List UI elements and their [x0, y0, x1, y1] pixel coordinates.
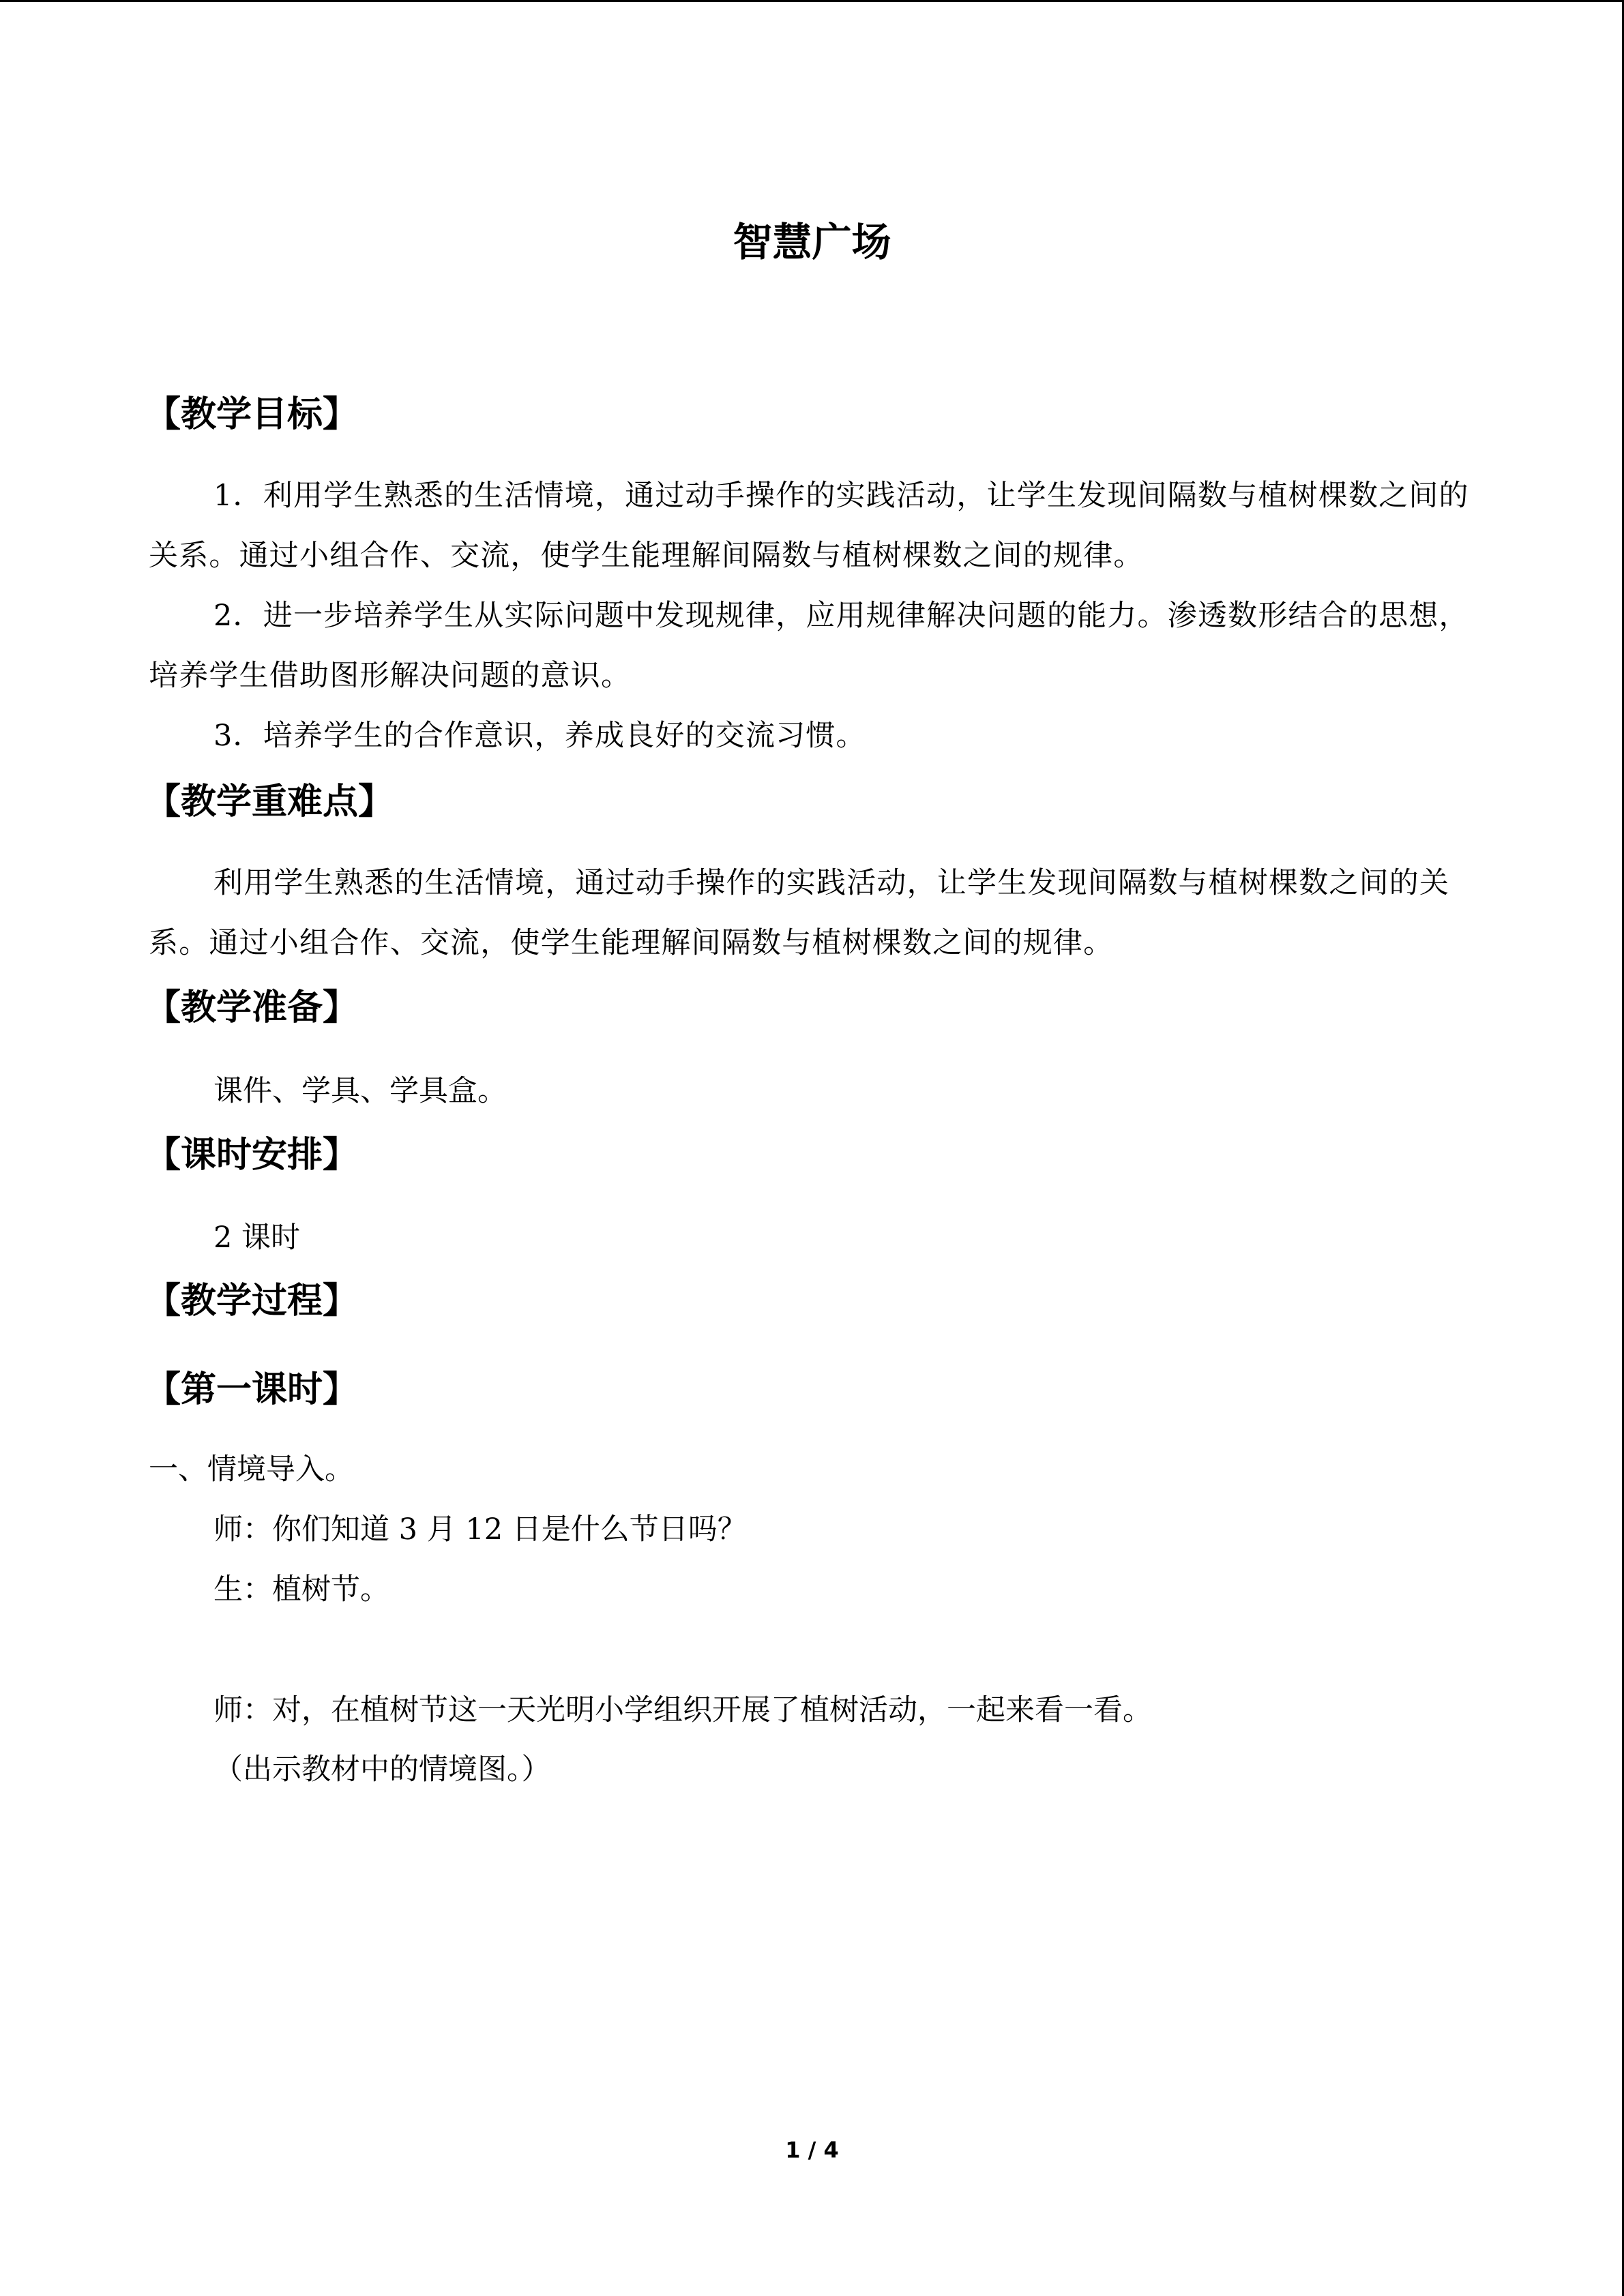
- heading-schedule: 【课时安排】: [145, 1135, 359, 1176]
- page-number: 1 / 4: [785, 2137, 839, 2163]
- objective-item-3: 3．培养学生的合作意识，养成良好的交流习惯。: [213, 719, 866, 753]
- heading-objectives: 【教学目标】: [145, 394, 359, 435]
- heading-preparation: 【教学准备】: [145, 987, 359, 1028]
- heading-first-lesson: 【第一课时】: [145, 1369, 359, 1410]
- heading-process: 【教学过程】: [145, 1281, 359, 1322]
- dialogue-line-2: 生：植树节。: [213, 1572, 389, 1607]
- preparation-text: 课件、学具、学具盒。: [213, 1074, 507, 1108]
- objective-item-1: 1．利用学生熟悉的生活情境，通过动手操作的实践活动，让学生发现间隔数与植树棵数之间的关系。通过小组合作、交流，使学生能理解间隔数与植树棵数之间的规律。: [149, 479, 1469, 573]
- step-title: 一、情境导入。: [149, 1452, 354, 1487]
- dialogue-line-4: （出示教材中的情境图。）: [213, 1753, 551, 1787]
- page-title: 智慧广场: [733, 219, 891, 265]
- heading-key-points: 【教学重难点】: [145, 781, 394, 822]
- objective-item-2: 2．进一步培养学生从实际问题中发现规律，应用规律解决问题的能力。渗透数形结合的思想，培养学生借助图形解决问题的意识。: [149, 599, 1469, 693]
- schedule-text: 2 课时: [213, 1221, 301, 1255]
- dialogue-line-3: 师：对，在植树节这一天光明小学组织开展了植树活动，一起来看一看。: [213, 1693, 1152, 1727]
- dialogue-line-1: 师：你们知道 3 月 12 日是什么节日吗？: [213, 1512, 747, 1547]
- key-points-text: 利用学生熟悉的生活情境，通过动手操作的实践活动，让学生发现间隔数与植树棵数之间的关系。通过小组合作、交流，使学生能理解间隔数与植树棵数之间的规律。: [149, 866, 1450, 960]
